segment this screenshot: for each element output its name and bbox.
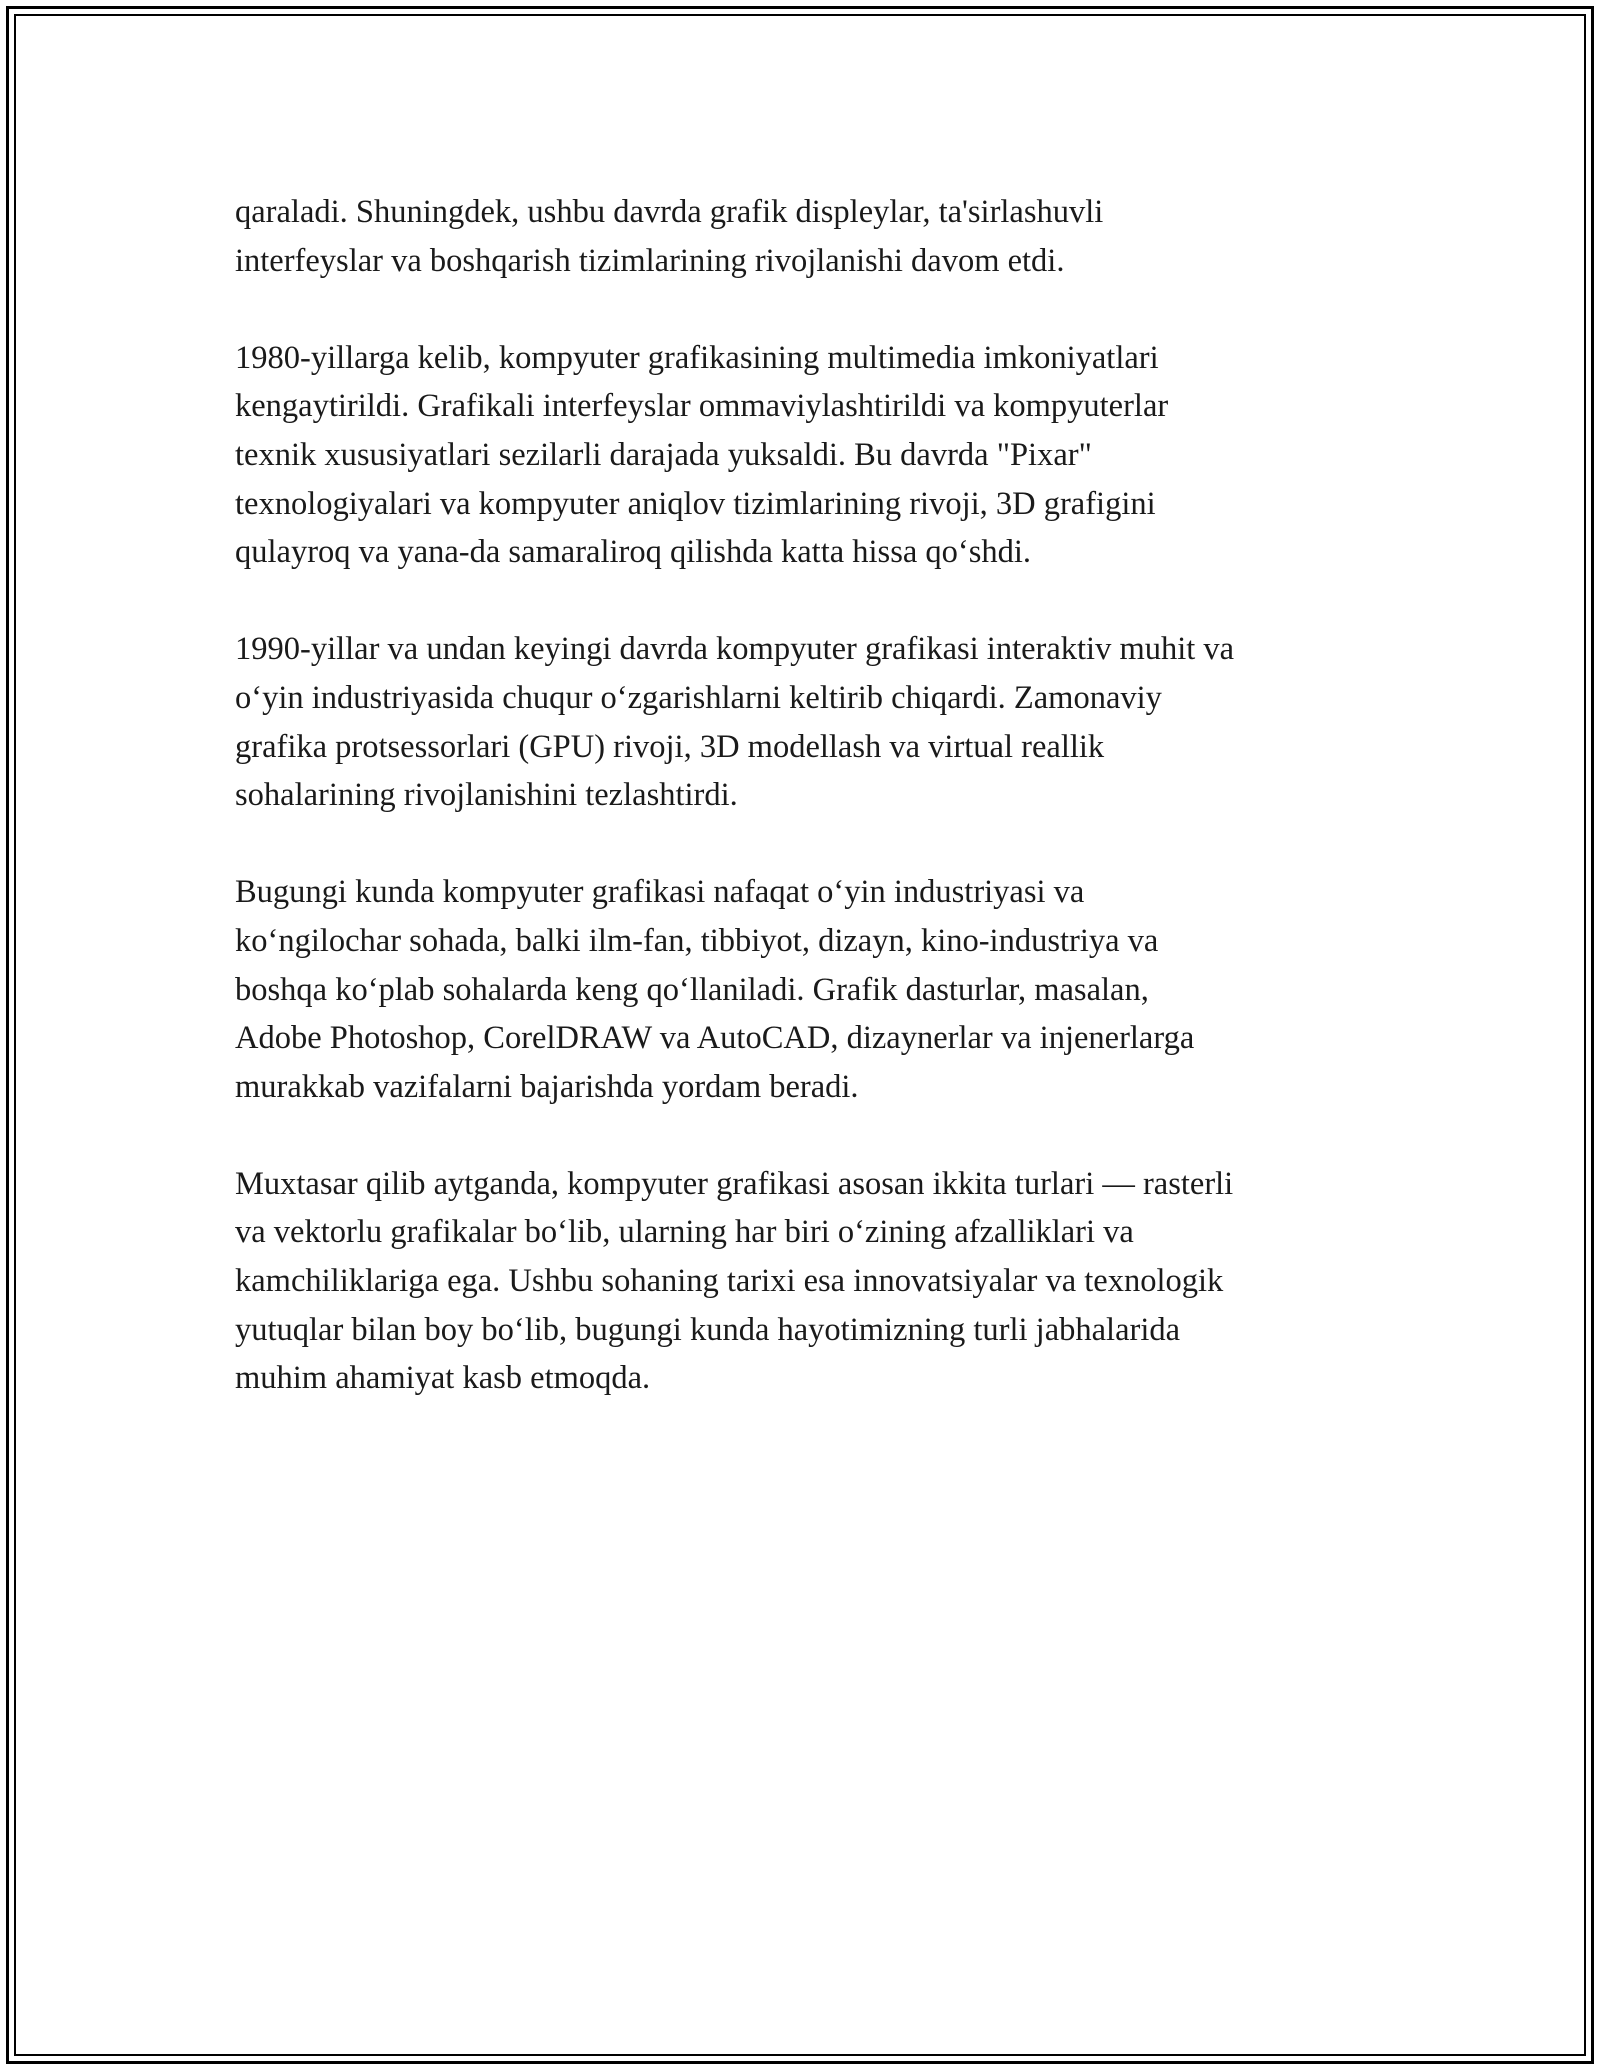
document-body	[235, 188, 1375, 1451]
paragraph: qaraladi. Shuningdek, ushbu davrda grafik displeylar, ta'sirlashuvli interfeyslar va boshqarish tizimlarining rivojlanishi davom etdi.	[235, 194, 1104, 279]
paragraph: Bugungi kunda kompyuter grafikasi nafaqat o‘yin industriyasi va ko‘ngilochar sohada, balki ilm-fan, tibbiyot, dizayn, kino-industriya va boshqa ko‘plab sohalarda keng qo‘llaniladi. Grafik dasturlar, masalan, Adobe Photoshop, CorelDRAW va AutoCAD, dizaynerlar va injenerlarga murakkab vazifalarni bajarishda yordam beradi.	[235, 874, 1195, 1105]
paragraph: Muxtasar qilib aytganda, kompyuter grafikasi asosan ikkita turlari — rasterli va vektorlu grafikalar bo‘lib, ularning har biri o‘zining afzalliklari va kamchiliklariga ega. Ushbu sohaning tarixi esa innovatsiyalar va texnologik yutuqlar bilan boy bo‘lib, bugungi kunda hayotimizning turli jabhalarida muhim ahamiyat kasb etmoqda.	[235, 1165, 1234, 1397]
paragraph: 1990-yillar va undan keyingi davrda kompyuter grafikasi interaktiv muhit va o‘yin industriyasida chuqur o‘zgarishlarni keltirib chiqardi. Zamonaviy grafika protsessorlari (GPU) rivoji, 3D modellash va virtual reallik sohalarining rivojlanishini tezlashtirdi.	[235, 631, 1235, 814]
paragraph: 1980-yillarga kelib, kompyuter grafikasining multimedia imkoniyatlari kengaytirildi. Grafikali interfeyslar ommaviylashtirildi va kompyuterlar texnik xususiyatlari sezilarli darajada yuksaldi. Bu davrda "Pixar" texnologiyalari va kompyuter aniqlov tizimlarining rivoji, 3D grafigini qulayroq va yana-da samaraliroq qilishda katta hissa qo‘shdi.	[235, 339, 1169, 571]
